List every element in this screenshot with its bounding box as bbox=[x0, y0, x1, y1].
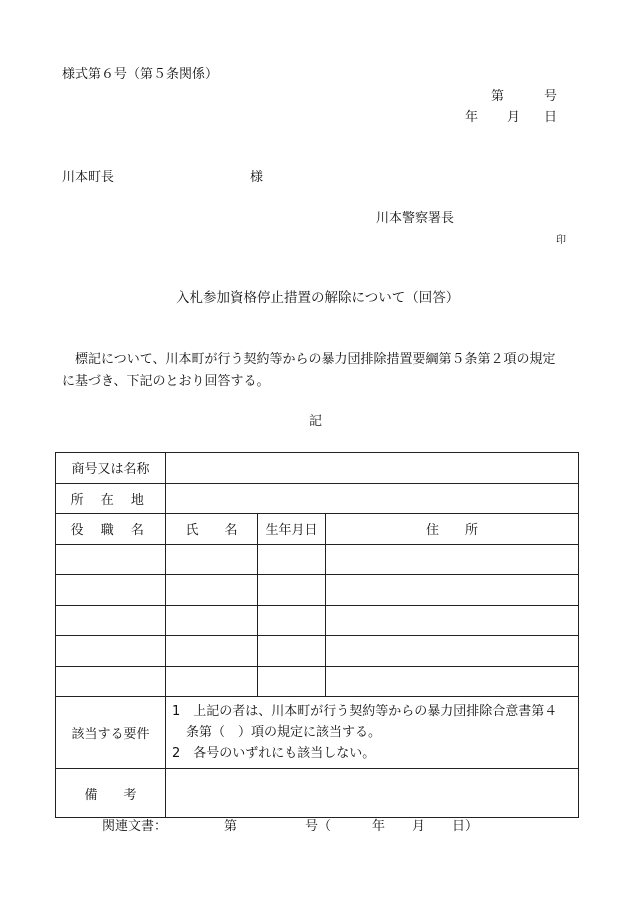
header-name: 氏 名 bbox=[166, 514, 258, 545]
officer-row bbox=[56, 544, 579, 575]
requirements-label: 該当する要件 bbox=[56, 697, 166, 769]
date-year: 年 bbox=[465, 110, 479, 125]
address-row bbox=[56, 483, 579, 514]
related-docs-number-prefix: 第 bbox=[224, 819, 238, 834]
related-docs-year: 年 bbox=[372, 819, 386, 834]
trade-name-value bbox=[166, 453, 579, 484]
remarks-label: 備 考 bbox=[56, 769, 166, 818]
header-residence: 住 所 bbox=[326, 514, 579, 545]
doc-number-suffix: 号 bbox=[544, 89, 558, 104]
date-day: 日 bbox=[544, 110, 558, 125]
addressee-name: 川本町長 bbox=[62, 170, 115, 185]
form-number: 様式第６号（第５条関係） bbox=[62, 67, 219, 82]
date-month: 月 bbox=[507, 110, 521, 125]
trade-name-label: 商号又は名称 bbox=[56, 453, 166, 484]
requirement-1-line-1: 1 上記の者は、川本町が行う契約等からの暴力団排除合意書第４ bbox=[172, 704, 558, 719]
document-title: 入札参加資格停止措置の解除について（回答） bbox=[176, 290, 460, 306]
officer-row bbox=[56, 605, 579, 636]
remarks-row bbox=[56, 769, 579, 818]
header-birthdate: 生年月日 bbox=[258, 514, 326, 545]
officer-header-row bbox=[56, 514, 579, 545]
officer-row bbox=[56, 666, 579, 697]
sender-name: 川本警察署長 bbox=[376, 211, 455, 226]
ki-heading: 記 bbox=[309, 414, 323, 429]
related-docs-label: 関連文書： bbox=[102, 819, 168, 834]
requirements-content bbox=[166, 697, 579, 769]
officer-row bbox=[56, 636, 579, 667]
related-docs-month: 月 bbox=[412, 819, 426, 834]
officer-row bbox=[56, 575, 579, 606]
addressee-honorific: 様 bbox=[250, 170, 264, 185]
address-value bbox=[166, 483, 579, 514]
requirement-2: 2 各号のいずれにも該当しない。 bbox=[172, 746, 376, 761]
requirement-1-line-2: 条第（ ）項の規定に該当する。 bbox=[186, 725, 382, 740]
trade-name-row bbox=[56, 453, 579, 484]
related-docs-number-suffix: 号（ bbox=[305, 819, 332, 834]
body-line-1: 標記について、川本町が行う契約等からの暴力団排除措置要綱第５条第２項の規定 bbox=[75, 352, 556, 367]
remarks-value bbox=[166, 769, 579, 818]
requirements-row bbox=[56, 697, 579, 769]
info-table bbox=[55, 452, 579, 818]
doc-number-prefix: 第 bbox=[491, 89, 505, 104]
body-line-2: に基づき、下記のとおり回答する。 bbox=[62, 374, 270, 389]
related-docs-day: 日） bbox=[452, 819, 479, 834]
address-label: 所 在 地 bbox=[56, 483, 166, 514]
seal-mark: 印 bbox=[556, 235, 566, 246]
header-position: 役 職 名 bbox=[56, 514, 166, 545]
